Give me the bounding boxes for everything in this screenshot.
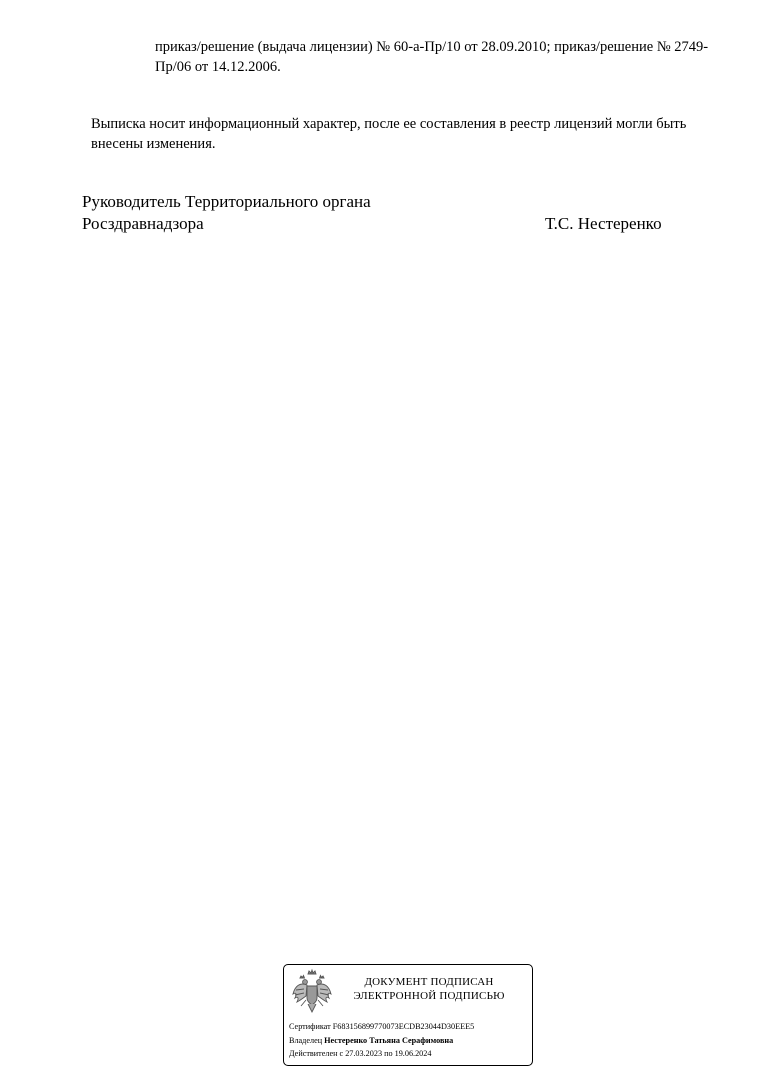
signatory-name: Т.С. Нестеренко	[545, 214, 662, 233]
stamp-certificate-value: F683156899770073ECDB23044D30EEE5	[332, 1022, 475, 1031]
stamp-title-line1: ДОКУМЕНТ ПОДПИСАН	[364, 976, 494, 988]
stamp-title	[339, 975, 519, 1003]
stamp-owner-value: Нестеренко Татьяна Серафимовна	[324, 1036, 454, 1045]
russian-coat-of-arms-icon	[290, 968, 334, 1018]
stamp-certificate-label: Сертификат	[289, 1022, 331, 1031]
stamp-certificate-row	[289, 1022, 474, 1032]
stamp-owner-label: Владелец	[289, 1036, 323, 1045]
stamp-validity-row: Действителен с 27.03.2023 по 19.06.2024	[289, 1049, 432, 1058]
information-notice-text: Выписка носит информационный характер, после ее составления в реестр лицензий могли быть внесены изменения.	[91, 116, 687, 152]
electronic-signature-stamp	[283, 964, 533, 1066]
signatory-title-line2: Росздравнадзора	[82, 214, 204, 233]
stamp-title-line2: ЭЛЕКТРОННОЙ ПОДПИСЬЮ	[353, 990, 505, 1002]
stamp-owner-row	[289, 1036, 453, 1046]
signatory-title-line1: Руководитель Территориального органа	[82, 192, 371, 211]
order-reference-text: приказ/решение (выдача лицензии) № 60-а-Пр/10 от 28.09.2010; приказ/решение № 2749-Пр/06 от 14.12.2006.	[155, 39, 709, 75]
